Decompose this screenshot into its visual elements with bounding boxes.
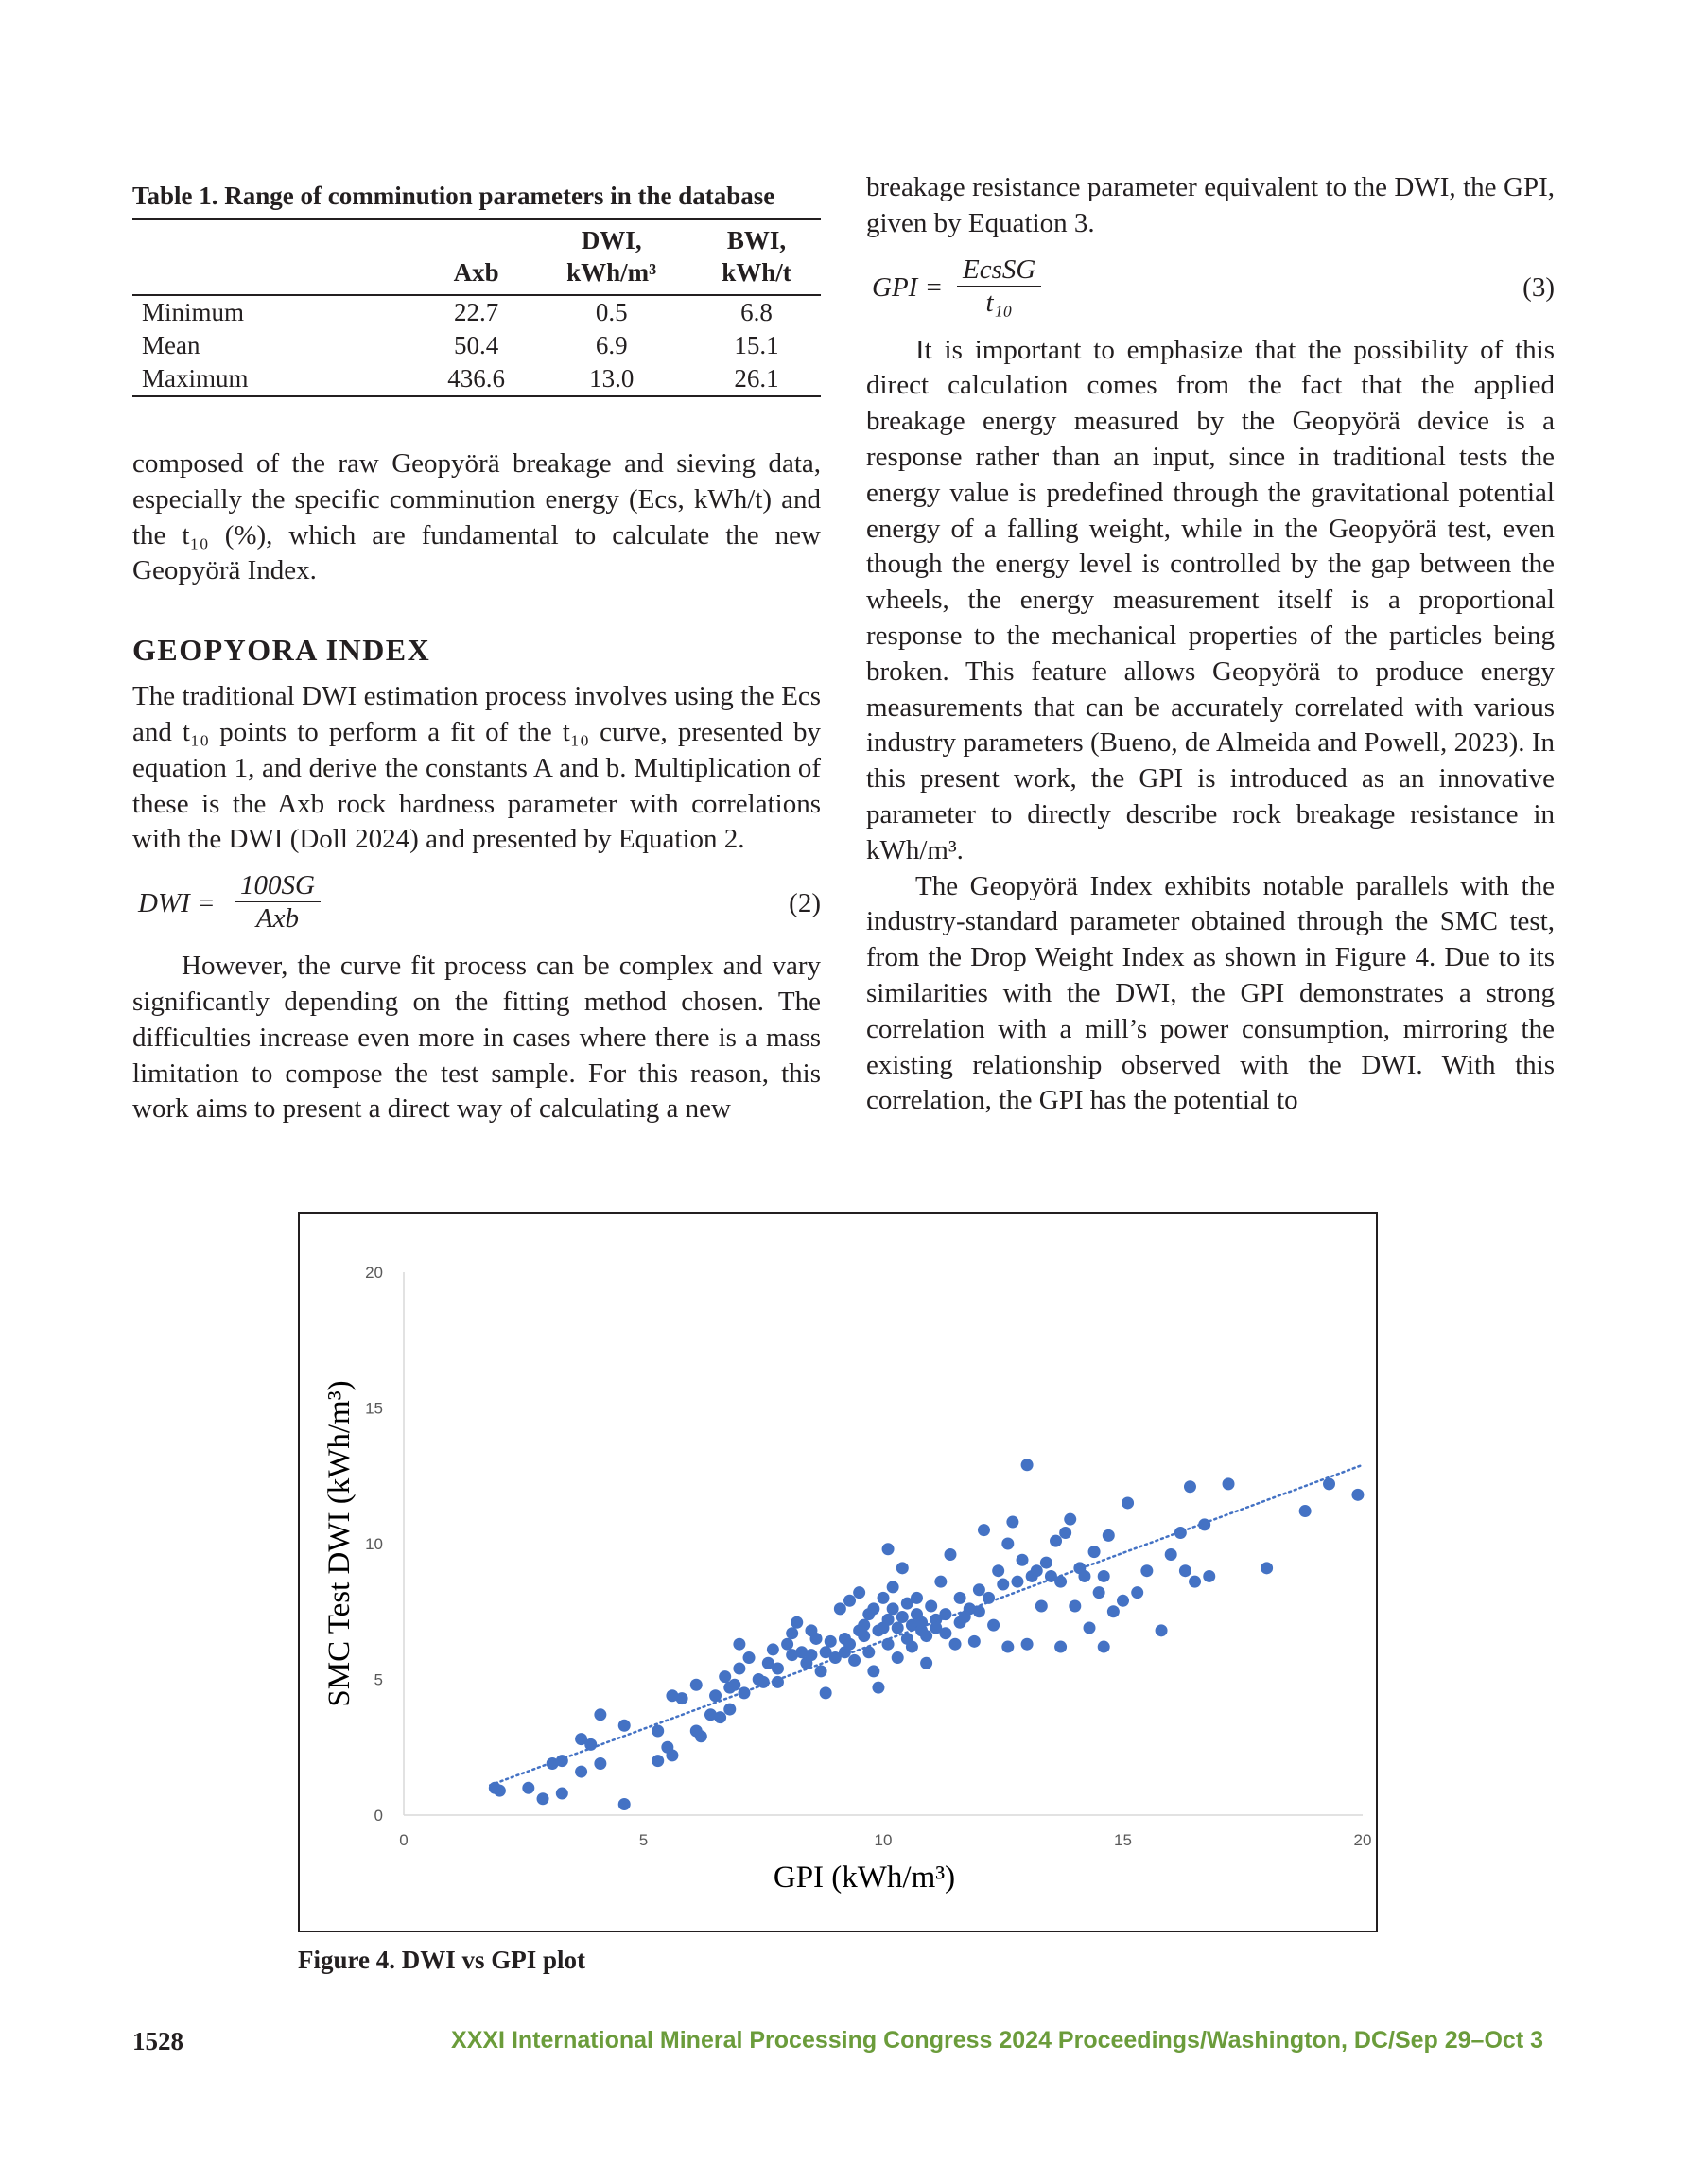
table-row [132, 329, 821, 362]
table-header-row [132, 219, 821, 295]
data-point [1299, 1505, 1312, 1517]
data-point [954, 1592, 966, 1604]
data-point [983, 1592, 995, 1604]
data-point [1179, 1564, 1191, 1577]
data-point [556, 1788, 568, 1800]
data-point [968, 1635, 981, 1648]
equation-lhs: DWI = [138, 888, 216, 919]
y-tick-label: 15 [365, 1399, 383, 1418]
data-point [676, 1692, 688, 1704]
data-point [1059, 1527, 1071, 1539]
data-point [1064, 1513, 1076, 1526]
row-label: Mean [142, 331, 200, 359]
equation-number: (3) [1522, 271, 1555, 303]
x-tick-label: 5 [638, 1831, 649, 1849]
equation-numerator: EcsSG [957, 253, 1041, 287]
data-point [728, 1679, 740, 1691]
y-tick-labels [365, 1264, 383, 1825]
cell-axb: 50.4 [453, 331, 499, 359]
equation-lhs: GPI = [872, 271, 944, 303]
data-point [882, 1614, 895, 1626]
data-point [810, 1633, 823, 1645]
data-point [920, 1657, 932, 1669]
y-axis-title: SMC Test DWI (kWh/m³) [322, 1380, 357, 1707]
data-point [618, 1720, 631, 1732]
equation-number: (2) [789, 888, 821, 919]
cell-dwi: 6.9 [595, 331, 628, 359]
table-header-axb: Axb [453, 258, 499, 287]
data-point [723, 1704, 736, 1716]
data-point [1011, 1576, 1023, 1588]
cell-bwi: 26.1 [734, 364, 779, 393]
data-point [848, 1654, 861, 1667]
data-point [825, 1635, 837, 1648]
data-point [743, 1651, 756, 1664]
data-point [1165, 1548, 1177, 1561]
row-label: Maximum [142, 364, 249, 393]
data-point [1084, 1621, 1096, 1634]
row-label: Minimum [142, 298, 245, 326]
cell-dwi: 0.5 [595, 298, 628, 326]
y-tick-label: 10 [365, 1535, 383, 1553]
data-point [992, 1564, 1004, 1577]
data-point [872, 1682, 884, 1694]
parameters-table [132, 218, 821, 397]
data-point [1031, 1564, 1043, 1577]
data-point [666, 1749, 678, 1761]
cell-bwi: 6.8 [740, 298, 773, 326]
data-point [781, 1638, 793, 1651]
data-point [575, 1766, 587, 1778]
x-tick-label: 15 [1114, 1831, 1132, 1849]
paragraph: composed of the raw Geopyörä breakage and sieving data, especially the specific comminution energy (Ecs, kWh/t) and the t₁₀ (%), which are fundamental to calculate the new Geopyörä Index. [132, 448, 821, 586]
data-point [1223, 1477, 1235, 1490]
equation-numerator: 100SG [235, 869, 321, 902]
data-point [805, 1649, 817, 1661]
data-point [934, 1576, 947, 1588]
x-tick-label: 20 [1353, 1831, 1372, 1849]
data-point [767, 1643, 779, 1655]
data-point [920, 1630, 932, 1642]
data-point [1040, 1557, 1052, 1569]
y-tick-label: 20 [365, 1264, 383, 1282]
equation-2 [132, 869, 821, 935]
equation-3 [866, 253, 1555, 320]
cell-bwi: 15.1 [734, 331, 779, 359]
data-point [1069, 1600, 1081, 1613]
data-point [1122, 1496, 1134, 1509]
table-caption: Table 1. Range of comminution parameters in the database [132, 182, 775, 210]
data-point [925, 1600, 937, 1613]
data-point [652, 1725, 664, 1738]
left-column [132, 170, 821, 1127]
x-tick-labels [399, 1831, 1371, 1849]
data-point [844, 1595, 856, 1607]
data-point [537, 1792, 549, 1805]
data-point [858, 1619, 870, 1632]
data-point [791, 1616, 803, 1629]
data-point [1203, 1570, 1215, 1582]
equation-denominator: Axb [255, 903, 300, 935]
data-point [618, 1798, 631, 1810]
paragraph: It is important to emphasize that the possibility of this direct calculation comes from the fact that the applied breakage energy measured by the Geopyörä device is a response rather than an input, since in traditional tests the energy value is predefined through the gravitational potential energy of a falling weight, while in the Geopyörä test, even though the energy level is controlled by the gap between the wheels, the energy measurement itself is a proportional response to the mechanical properties of the particles being broken. This feature allows Geopyörä to produce energy measurements that can be accurately correlated with various industry parameters (Bueno, de Almeida and Powell, 2023). In this present work, the GPI is introduced as an innovative parameter to directly describe rock breakage resistance in kWh/m³. [866, 334, 1555, 865]
x-tick-label: 10 [874, 1831, 893, 1849]
data-point [1131, 1586, 1143, 1599]
data-point [896, 1562, 909, 1574]
data-point [733, 1663, 745, 1675]
data-point [1117, 1595, 1129, 1607]
paragraph: The traditional DWI estimation process involves using the Ecs and t₁₀ points to perform a fit of the t₁₀ curve, presented by equation 1, and derive the constants A and b. Multiplication of these is the Axb rock hardness parameter with correlations with the DWI (Doll 2024) and presented by Equation 2. [132, 681, 821, 855]
data-point [1021, 1638, 1034, 1651]
data-point [1261, 1562, 1273, 1574]
x-axis-title: GPI (kWh/m³) [773, 1861, 956, 1895]
data-point [594, 1757, 606, 1770]
data-point [733, 1638, 745, 1651]
data-point [494, 1785, 506, 1797]
data-point [978, 1524, 990, 1536]
data-point [652, 1755, 664, 1767]
data-point [887, 1581, 899, 1593]
running-footer: XXXI International Mineral Processing Congress 2024 Proceedings/Washington, DC/Sep 29–Oct 3 [451, 2027, 1543, 2053]
figure-caption: Figure 4. DWI vs GPI plot [298, 1946, 586, 1974]
data-point [834, 1602, 846, 1615]
data-point [1351, 1489, 1364, 1501]
data-point [944, 1548, 956, 1561]
data-point [939, 1627, 951, 1639]
paragraph: The Geopyörä Index exhibits notable parallels with the industry-standard parameter obtained through the SMC test, from the Drop Weight Index as shown in Figure 4. Due to its similarities with the DWI, the GPI demonstrates a strong correlation with a mill’s power consumption, mirroring the existing relationship observed with the DWI. With this correlation, the GPI has the potential to [866, 870, 1555, 1116]
data-point [882, 1543, 895, 1555]
data-point [820, 1686, 832, 1699]
data-point [1001, 1641, 1014, 1653]
paragraph: However, the curve fit process can be complex and vary significantly depending on the fitting method chosen. The difficulties increase even more in cases where there is a mass limitation to compose the test sample. For this reason, this work aims to present a direct way of calculating a new [132, 951, 821, 1125]
data-point [1323, 1477, 1335, 1490]
x-tick-label: 0 [399, 1831, 409, 1849]
right-column [866, 170, 1555, 1119]
data-point [892, 1651, 904, 1664]
data-point [878, 1592, 890, 1604]
data-point [1189, 1576, 1201, 1588]
data-point [853, 1586, 865, 1599]
data-point [867, 1665, 879, 1677]
data-point [906, 1641, 918, 1653]
data-point [949, 1638, 962, 1651]
data-point [867, 1602, 879, 1615]
data-point [1021, 1459, 1034, 1471]
table-row [132, 362, 821, 396]
data-point [714, 1711, 726, 1723]
data-point [522, 1782, 534, 1794]
y-tick-label: 5 [374, 1670, 383, 1689]
data-point [1054, 1641, 1067, 1653]
data-point [973, 1583, 985, 1596]
data-point [1078, 1570, 1090, 1582]
table-row [132, 295, 821, 329]
data-points [489, 1459, 1365, 1810]
data-point [987, 1619, 1000, 1632]
data-point [815, 1665, 827, 1677]
data-point [896, 1611, 909, 1623]
data-point [1098, 1570, 1110, 1582]
equation-denominator: t₁₀ [985, 287, 1013, 318]
equation-fraction [235, 869, 321, 935]
page-number: 1528 [132, 2027, 183, 2055]
data-point [844, 1638, 856, 1651]
data-point [892, 1621, 904, 1634]
data-point [1006, 1516, 1018, 1529]
data-point [1017, 1554, 1029, 1566]
data-point [858, 1630, 870, 1642]
data-point [1088, 1546, 1101, 1558]
data-point [594, 1708, 606, 1721]
equation-fraction [957, 253, 1041, 319]
data-point [786, 1627, 798, 1639]
data-point [1050, 1535, 1062, 1547]
cell-axb: 22.7 [453, 298, 499, 326]
data-point [719, 1670, 731, 1683]
data-point [690, 1679, 703, 1691]
table-header-blank [132, 219, 422, 295]
table-header-dwi: DWI, kWh/m³ [566, 226, 657, 287]
data-point [887, 1602, 899, 1615]
table-header-bwi: BWI, kWh/t [722, 226, 791, 287]
data-point [695, 1730, 707, 1742]
data-point [911, 1592, 923, 1604]
paragraph: breakage resistance parameter equivalent to the DWI, the GPI, given by Equation 3. [866, 172, 1555, 238]
cell-dwi: 13.0 [589, 364, 635, 393]
data-point [997, 1579, 1009, 1591]
data-point [1103, 1529, 1115, 1542]
data-point [1001, 1538, 1014, 1550]
trendline [490, 1465, 1363, 1786]
data-point [1093, 1586, 1105, 1599]
section-heading: GEOPYORA INDEX [132, 633, 431, 668]
y-tick-label: 0 [374, 1807, 383, 1825]
scatter-chart [300, 1214, 1376, 1931]
cell-axb: 436.6 [447, 364, 505, 393]
data-point [1140, 1564, 1153, 1577]
data-point [772, 1663, 784, 1675]
data-point [1107, 1605, 1120, 1617]
data-point [1035, 1600, 1048, 1613]
figure-frame [298, 1212, 1378, 1932]
data-point [1156, 1624, 1168, 1636]
data-point [1184, 1480, 1196, 1493]
data-point [1098, 1641, 1110, 1653]
